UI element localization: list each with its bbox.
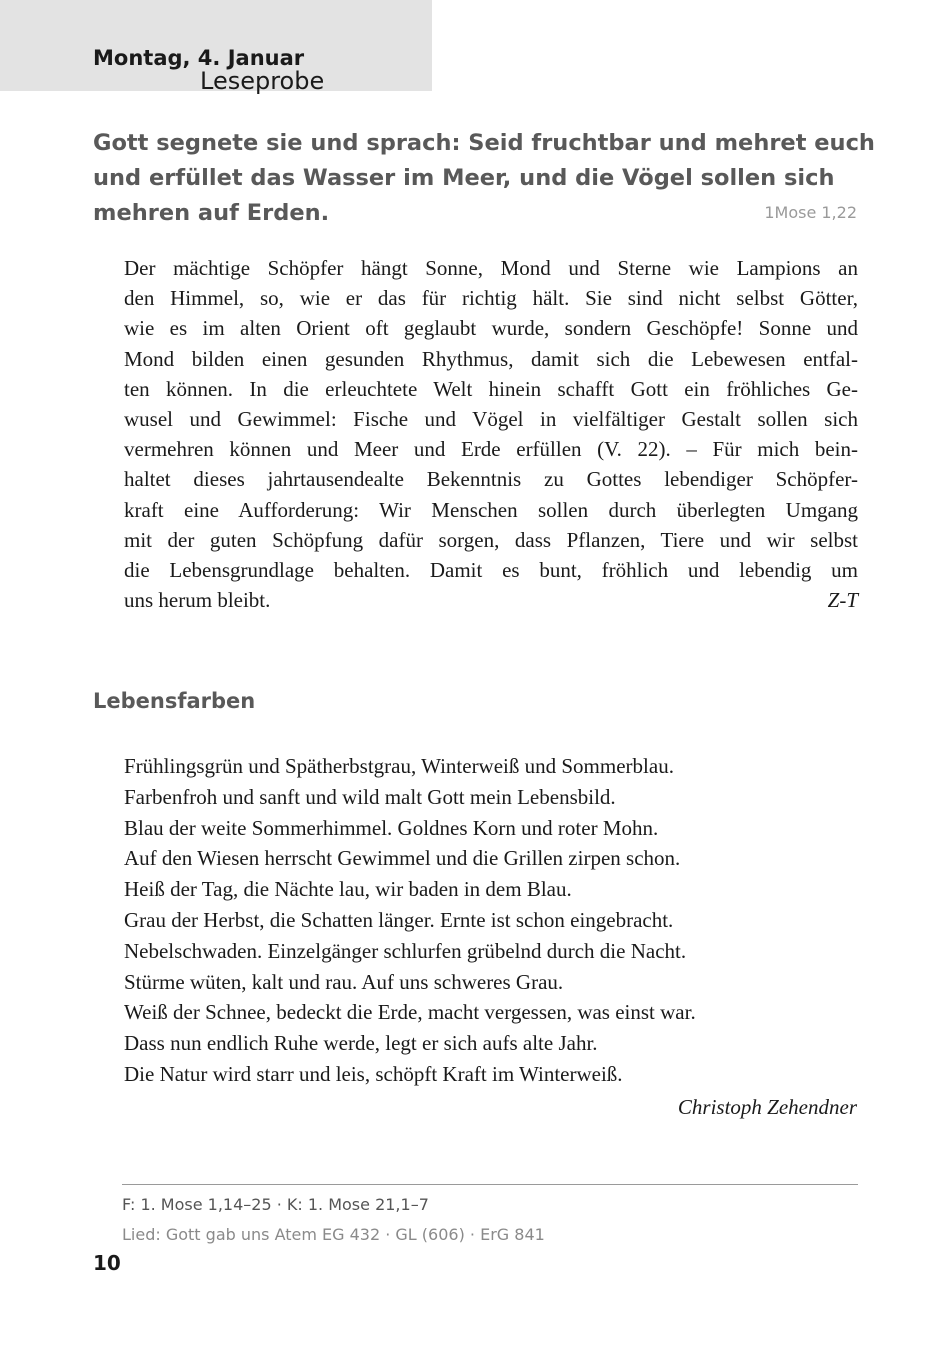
poem-line: Frühlingsgrün und Spätherbstgrau, Winterweiß und Sommerblau. xyxy=(124,754,674,778)
devotion-last-line xyxy=(124,585,858,615)
page-date-title: Montag, 4. Januar xyxy=(93,46,305,70)
poem-line: Nebelschwaden. Einzelgänger schlurfen grübelnd durch die Nacht. xyxy=(124,938,687,963)
devotion-line: uns herum bleibt. xyxy=(124,588,271,613)
poem-line: Blau der weite Sommerhimmel. Goldnes Korn und roter Mohn. xyxy=(124,815,659,840)
footer-divider xyxy=(122,1184,858,1185)
devotion-line: haltet dieses jahrtausendealte Bekenntnis zu Gottes lebendiger Schöpfer- xyxy=(124,467,858,492)
poem-text xyxy=(124,751,858,1090)
poem-line: Weiß der Schnee, bedeckt die Erde, macht vergessen, was einst war. xyxy=(124,1000,696,1025)
verse-line: mehren auf Erden. xyxy=(93,200,330,226)
devotion-line: vermehren können und Meer und Erde erfüllen (V. 22). – Für mich bein- xyxy=(124,437,858,462)
poem-line: Auf den Wiesen herrscht Gewimmel und die Grillen zirpen schon. xyxy=(124,846,681,871)
devotion-line: wusel und Gewimmel: Fische und Vögel in vielfältiger Gestalt sollen sich xyxy=(124,407,858,432)
devotion-line: den Himmel, so, wie er das für richtig hält. Sie sind nicht selbst Götter, xyxy=(124,286,858,311)
poem-author: Christoph Zehendner xyxy=(677,1095,857,1119)
devotion-line: wie es im alten Orient oft geglaubt wurde, sondern Geschöpfe! Sonne und xyxy=(124,316,858,341)
devotion-line: kraft eine Aufforderung: Wir Menschen sollen durch überlegten Umgang xyxy=(124,497,858,522)
poem-line: Stürme wüten, kalt und rau. Auf uns schweres Grau. xyxy=(124,969,564,994)
footer-song: Lied: Gott gab uns Atem EG 432 · GL (606) · ErG 841 xyxy=(122,1225,545,1244)
devotion-line: Mond bilden einen gesunden Rhythmus, damit sich die Lebewesen entfal- xyxy=(124,346,858,371)
devotion-line: die Lebensgrundlage behalten. Damit es bunt, fröhlich und lebendig um xyxy=(124,558,858,583)
poem-line: Grau der Herbst, die Schatten länger. Ernte ist schon eingebracht. xyxy=(124,907,674,932)
devotion-text xyxy=(124,253,858,615)
devotion-line: mit der guten Schöpfung dafür sorgen, dass Pflanzen, Tiere und wir selbst xyxy=(124,527,858,552)
poem-line: Dass nun endlich Ruhe werde, legt er sich aufs alte Jahr. xyxy=(124,1031,598,1056)
daily-verse xyxy=(93,126,875,231)
verse-reference: 1Mose 1,22 xyxy=(764,203,857,222)
poem-line: Farbenfroh und sanft und wild malt Gott mein Lebensbild. xyxy=(124,784,616,809)
page-number: 10 xyxy=(93,1251,121,1275)
devotion-line: ten können. In die erleuchtete Welt hinein schafft Gott ein fröhliches Ge- xyxy=(124,376,858,401)
verse-line: und erfüllet das Wasser im Meer, und die Vögel sollen sich xyxy=(93,165,835,191)
footer-readings: F: 1. Mose 1,14–25 · K: 1. Mose 21,1–7 xyxy=(122,1195,429,1214)
devotion-line: Der mächtige Schöpfer hängt Sonne, Mond und Sterne wie Lampions an xyxy=(124,256,858,280)
preview-label: Leseprobe xyxy=(200,67,325,95)
poem-line: Heiß der Tag, die Nächte lau, wir baden in dem Blau. xyxy=(124,877,572,902)
devotion-author: Z-T xyxy=(827,588,858,613)
poem-line: Die Natur wird starr und leis, schöpft Kraft im Winterweiß. xyxy=(124,1061,623,1086)
verse-line: Gott segnete sie und sprach: Seid fruchtbar und mehret euch xyxy=(93,130,875,156)
poem-title: Lebensfarben xyxy=(93,689,256,713)
